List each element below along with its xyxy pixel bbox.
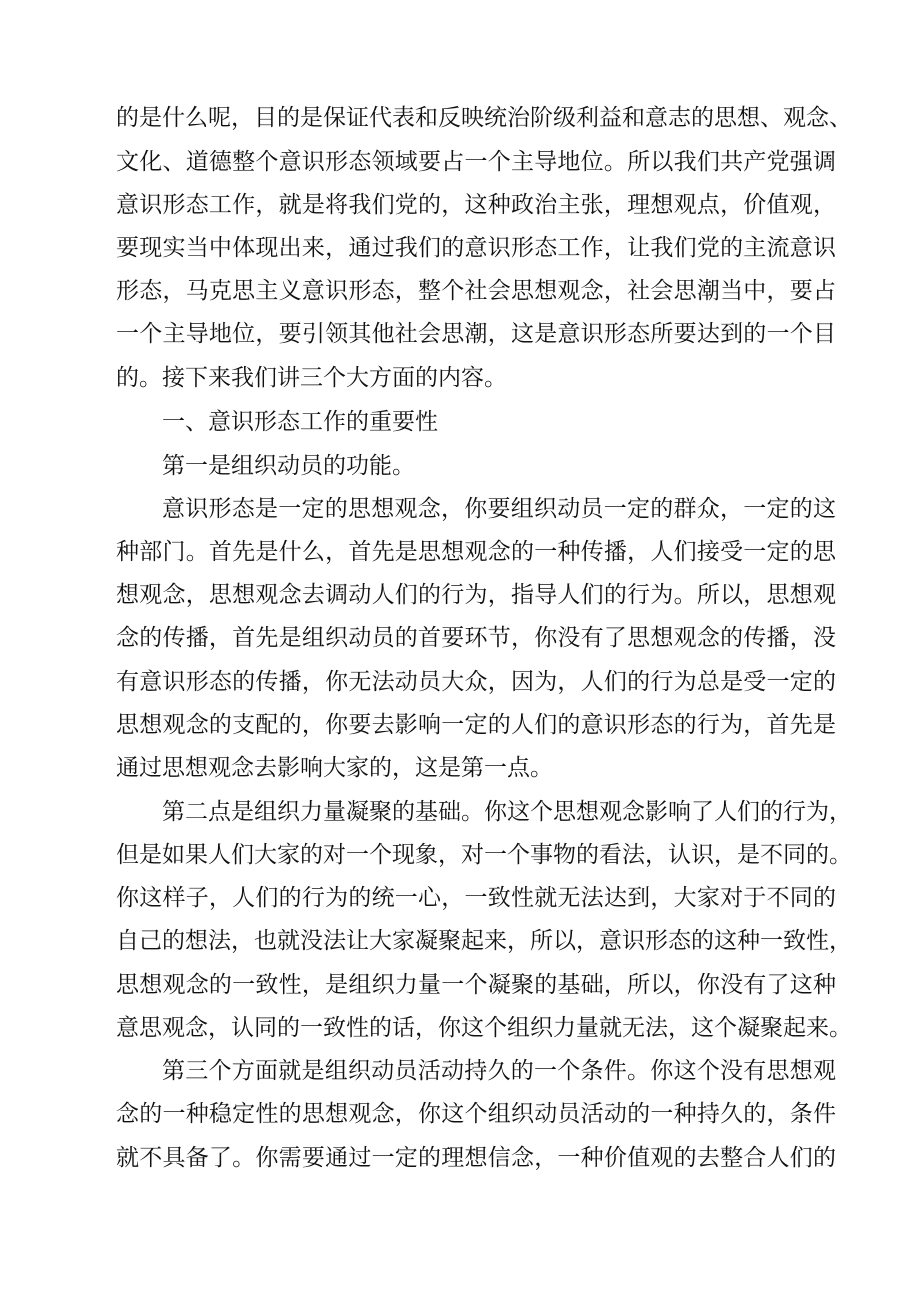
body-line: 有意识形态的传播，你无法动员大众，因为，人们的行为总是受一定的 bbox=[116, 669, 836, 695]
paragraph-first-line: 意识形态是一定的思想观念，你要组织动员一定的群众，一定的这 bbox=[162, 496, 836, 522]
body-line: 但是如果人们大家的对一个现象，对一个事物的看法，认识，是不同的。 bbox=[116, 842, 852, 868]
body-line: 文化、道德整个意识形态领域要占一个主导地位。所以我们共产党强调 bbox=[116, 149, 836, 175]
body-line: 念的一种稳定性的思想观念，你这个组织动员活动的一种持久的，条件 bbox=[116, 1101, 836, 1127]
paragraph-first-line: 第三个方面就是组织动员活动持久的一个条件。你这个没有思想观 bbox=[162, 1058, 836, 1084]
body-line: 要现实当中体现出来，通过我们的意识形态工作，让我们党的主流意识 bbox=[116, 235, 836, 261]
body-line: 通过思想观念去影响大家的，这是第一点。 bbox=[116, 755, 553, 781]
body-line: 你这样子，人们的行为的统一心，一致性就无法达到，大家对于不同的 bbox=[116, 885, 836, 911]
body-line: 形态，马克思主义意识形态，整个社会思想观念，社会思潮当中，要占 bbox=[116, 278, 836, 304]
paragraph-first-line: 第二点是组织力量凝聚的基础。你这个思想观念影响了人们的行为， bbox=[162, 799, 852, 825]
section-heading: 一、意识形态工作的重要性 bbox=[162, 409, 438, 435]
body-line: 就不具备了。你需要通过一定的理想信念，一种价值观的去整合人们的 bbox=[116, 1145, 836, 1171]
body-line: 一个主导地位，要引领其他社会思潮，这是意识形态所要达到的一个目 bbox=[116, 321, 836, 347]
paragraph-first-line: 第一是组织动员的功能。 bbox=[162, 453, 415, 479]
body-line: 种部门。首先是什么，首先是思想观念的一种传播，人们接受一定的思 bbox=[116, 539, 836, 565]
body-line: 意识形态工作，就是将我们党的，这种政治主张，理想观点，价值观， bbox=[116, 192, 836, 218]
body-line: 自己的想法，也就没法让大家凝聚起来，所以，意识形态的这种一致性， bbox=[116, 928, 852, 954]
body-line: 的是什么呢，目的是保证代表和反映统治阶级利益和意志的思想、观念、 bbox=[116, 105, 852, 131]
body-line: 思想观念的一致性，是组织力量一个凝聚的基础，所以，你没有了这种 bbox=[116, 972, 836, 998]
body-line: 念的传播，首先是组织动员的首要环节，你没有了思想观念的传播，没 bbox=[116, 625, 836, 651]
body-line: 意思观念，认同的一致性的话，你这个组织力量就无法，这个凝聚起来。 bbox=[116, 1015, 852, 1041]
body-line: 想观念，思想观念去调动人们的行为，指导人们的行为。所以，思想观 bbox=[116, 582, 836, 608]
body-line: 思想观念的支配的，你要去影响一定的人们的意识形态的行为，首先是 bbox=[116, 712, 836, 738]
body-line: 的。接下来我们讲三个大方面的内容。 bbox=[116, 365, 507, 391]
